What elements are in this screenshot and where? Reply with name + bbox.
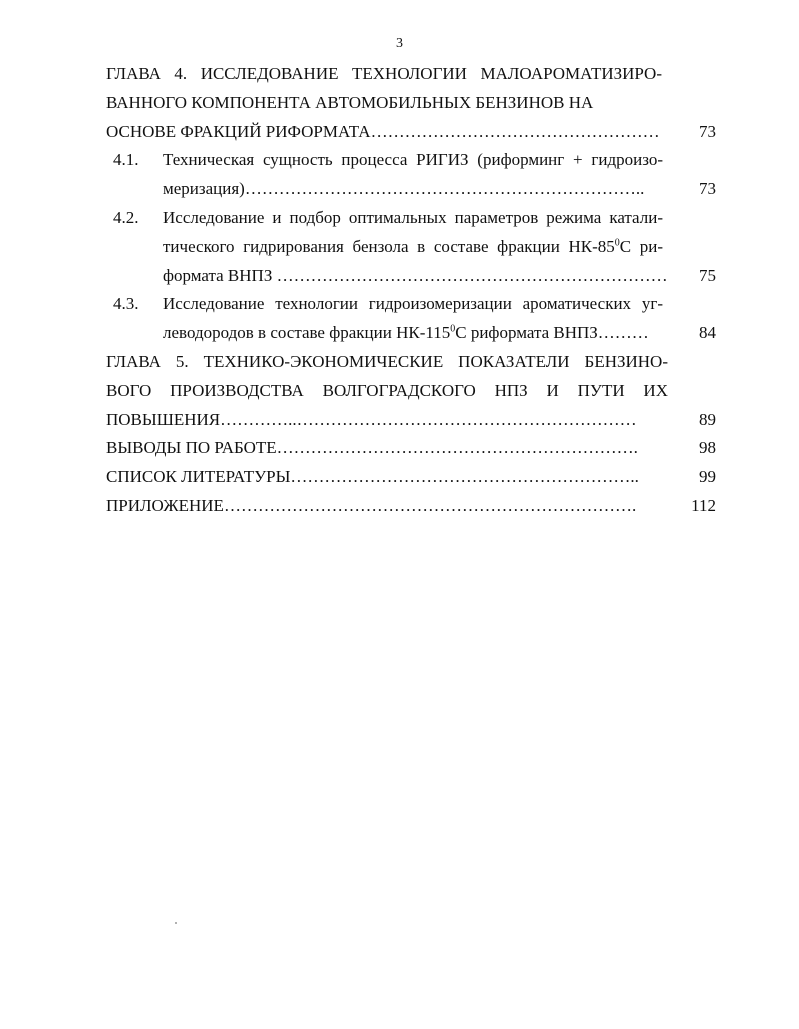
section-4-3-title-line-2a: леводородов в составе фракции НК-115 [163, 323, 451, 343]
section-4-1-title-line-2: меризация)…………………………………………………………….. [163, 179, 645, 199]
appendix-title: ПРИЛОЖЕНИЕ………………………………………………………………. [106, 495, 637, 515]
section-4-2-title-line-2 [163, 233, 663, 262]
conclusions-title: ВЫВОДЫ ПО РАБОТЕ………………………………………………………. [106, 438, 638, 458]
table-of-contents [106, 60, 716, 521]
section-4-1-title-line-1: Техническая сущность процесса РИГИЗ (риформинг + гидроизо- [163, 150, 663, 170]
toc-entry-section-4-3 [106, 290, 716, 348]
appendix-page-number: 112 [691, 495, 716, 515]
section-4-3-number: 4.3. [113, 294, 139, 314]
section-4-3-page-number: 84 [699, 323, 716, 343]
section-4-1-line-1 [106, 146, 716, 175]
toc-entry-appendix [106, 492, 716, 521]
chapter-5-page-number: 89 [699, 409, 716, 429]
section-4-2-line-2 [106, 233, 716, 262]
toc-entry-references [106, 463, 716, 492]
chapter-4-title-line-2: ВАННОГО КОМПОНЕНТА АВТОМОБИЛЬНЫХ БЕНЗИНОВ НА [106, 92, 594, 112]
toc-entry-conclusions [106, 434, 716, 463]
chapter-5-title-line-1: ГЛАВА 5. ТЕХНИКО-ЭКОНОМИЧЕСКИЕ ПОКАЗАТЕЛИ БЕНЗИНО- [106, 351, 668, 371]
section-4-3-title-line-1: Исследование технологии гидроизомеризации ароматических уг- [163, 294, 663, 314]
scan-speck [175, 922, 177, 924]
toc-entry-section-4-2 [106, 204, 716, 290]
references-title: СПИСОК ЛИТЕРАТУРЫ…………………………………………………….. [106, 467, 639, 487]
section-4-2-title-line-3: формата ВНПЗ …………………………………………………………… [163, 265, 668, 285]
conclusions-page-number: 98 [699, 438, 716, 458]
degree-superscript: 0 [450, 323, 456, 335]
references-page-number: 99 [699, 467, 716, 487]
chapter-4-page-number: 73 [699, 121, 716, 141]
section-4-2-title-line-2a: тического гидрирования бензола в составе фракции НК-85 [163, 236, 615, 256]
section-4-2-title-line-1: Исследование и подбор оптимальных параметров режима катали- [163, 207, 663, 227]
chapter-4-title-line-1: ГЛАВА 4. ИССЛЕДОВАНИЕ ТЕХНОЛОГИИ МАЛОАРОМАТИЗИРО- [106, 64, 662, 83]
chapter-5-title-line-3-text: ПОВЫШЕНИЯ…………..…………………………………………………… [106, 409, 637, 429]
section-4-2-title-line-2b: С ри- [619, 236, 663, 256]
chapter-5-title-line-3 [106, 406, 716, 435]
page-number: 3 [396, 36, 403, 51]
section-4-3-title-line-2 [163, 319, 676, 348]
section-4-3-title-line-2b: С риформата ВНПЗ……… [455, 323, 649, 343]
section-4-3-line-1 [106, 290, 716, 319]
chapter-4-title-line-3 [106, 118, 716, 147]
degree-superscript: 0 [614, 237, 620, 249]
section-4-2-line-1 [106, 204, 716, 233]
section-4-1-number: 4.1. [113, 150, 139, 170]
toc-entry-chapter-5 [106, 348, 716, 434]
section-4-2-line-3 [106, 262, 716, 291]
section-4-1-page-number: 73 [699, 179, 716, 199]
section-4-3-line-2 [106, 319, 716, 348]
toc-entry-section-4-1 [106, 146, 716, 204]
section-4-2-number: 4.2. [113, 207, 139, 227]
section-4-1-line-2 [106, 175, 716, 204]
toc-entry-chapter-4 [106, 60, 716, 146]
chapter-4-title-line-3-text: ОСНОВЕ ФРАКЦИЙ РИФОРМАТА…………………………………………… [106, 121, 660, 141]
chapter-5-title-line-2: ВОГО ПРОИЗВОДСТВА ВОЛГОГРАДСКОГО НПЗ И ПУТИ ИХ [106, 380, 668, 400]
section-4-2-page-number: 75 [699, 265, 716, 285]
